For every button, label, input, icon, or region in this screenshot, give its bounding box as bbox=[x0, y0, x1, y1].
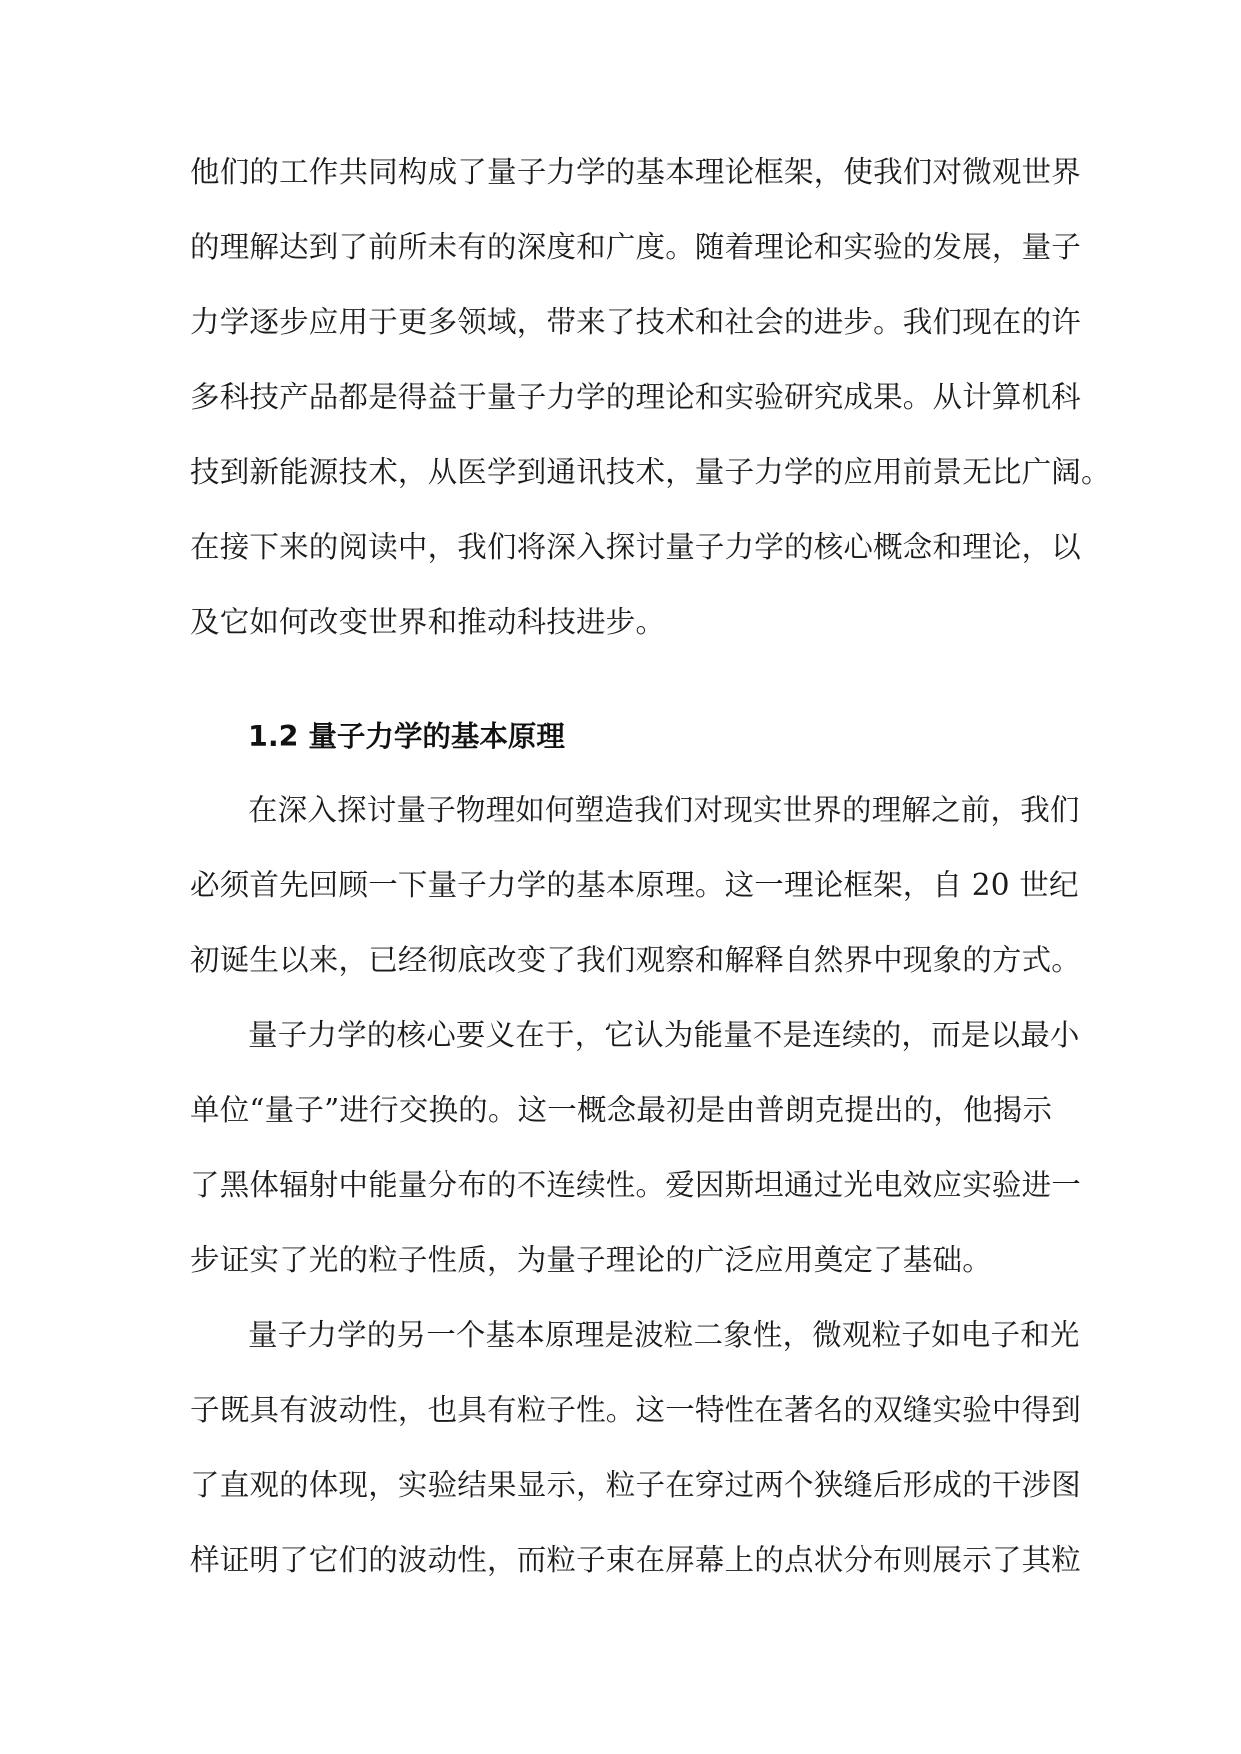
paragraph-line: 在接下来的阅读中，我们将深入探讨量子力学的核心概念和理论，以 bbox=[190, 530, 1082, 564]
paragraph-line: 了黑体辐射中能量分布的不连续性。爱因斯坦通过光电效应实验进一 bbox=[190, 1168, 1082, 1202]
paragraph-line: 子既具有波动性，也具有粒子性。这一特性在著名的双缝实验中得到 bbox=[190, 1393, 1082, 1427]
paragraph-line: 及它如何改变世界和推动科技进步。 bbox=[190, 605, 666, 639]
paragraph-line: 量子力学的另一个基本原理是波粒二象性，微观粒子如电子和光 bbox=[248, 1318, 1080, 1352]
paragraph-line: 技到新能源技术，从医学到通讯技术，量子力学的应用前景无比广阔。 bbox=[190, 455, 1111, 489]
paragraph-line: 步证实了光的粒子性质，为量子理论的广泛应用奠定了基础。 bbox=[190, 1243, 992, 1277]
paragraph-line: 初诞生以来，已经彻底改变了我们观察和解释自然界中现象的方式。 bbox=[190, 943, 1082, 977]
paragraph-line: 必须首先回顾一下量子力学的基本原理。这一理论框架，自 20 世纪 bbox=[190, 868, 1079, 902]
section-heading: 1.2 量子力学的基本原理 bbox=[248, 720, 565, 753]
paragraph-line: 单位“量子”进行交换的。这一概念最初是由普朗克提出的，他揭示 bbox=[190, 1093, 1053, 1127]
paragraph-line: 的理解达到了前所未有的深度和广度。随着理论和实验的发展，量子 bbox=[190, 230, 1082, 264]
paragraph-line: 力学逐步应用于更多领域，带来了技术和社会的进步。我们现在的许 bbox=[190, 305, 1082, 339]
paragraph-line: 在深入探讨量子物理如何塑造我们对现实世界的理解之前，我们 bbox=[248, 793, 1080, 827]
paragraph-line: 多科技产品都是得益于量子力学的理论和实验研究成果。从计算机科 bbox=[190, 380, 1082, 414]
paragraph-line: 量子力学的核心要义在于，它认为能量不是连续的，而是以最小 bbox=[248, 1018, 1080, 1052]
paragraph-line: 了直观的体现，实验结果显示，粒子在穿过两个狭缝后形成的干涉图 bbox=[190, 1468, 1082, 1502]
paragraph-line: 他们的工作共同构成了量子力学的基本理论框架，使我们对微观世界 bbox=[190, 155, 1082, 189]
paragraph-line: 样证明了它们的波动性，而粒子束在屏幕上的点状分布则展示了其粒 bbox=[190, 1543, 1082, 1577]
